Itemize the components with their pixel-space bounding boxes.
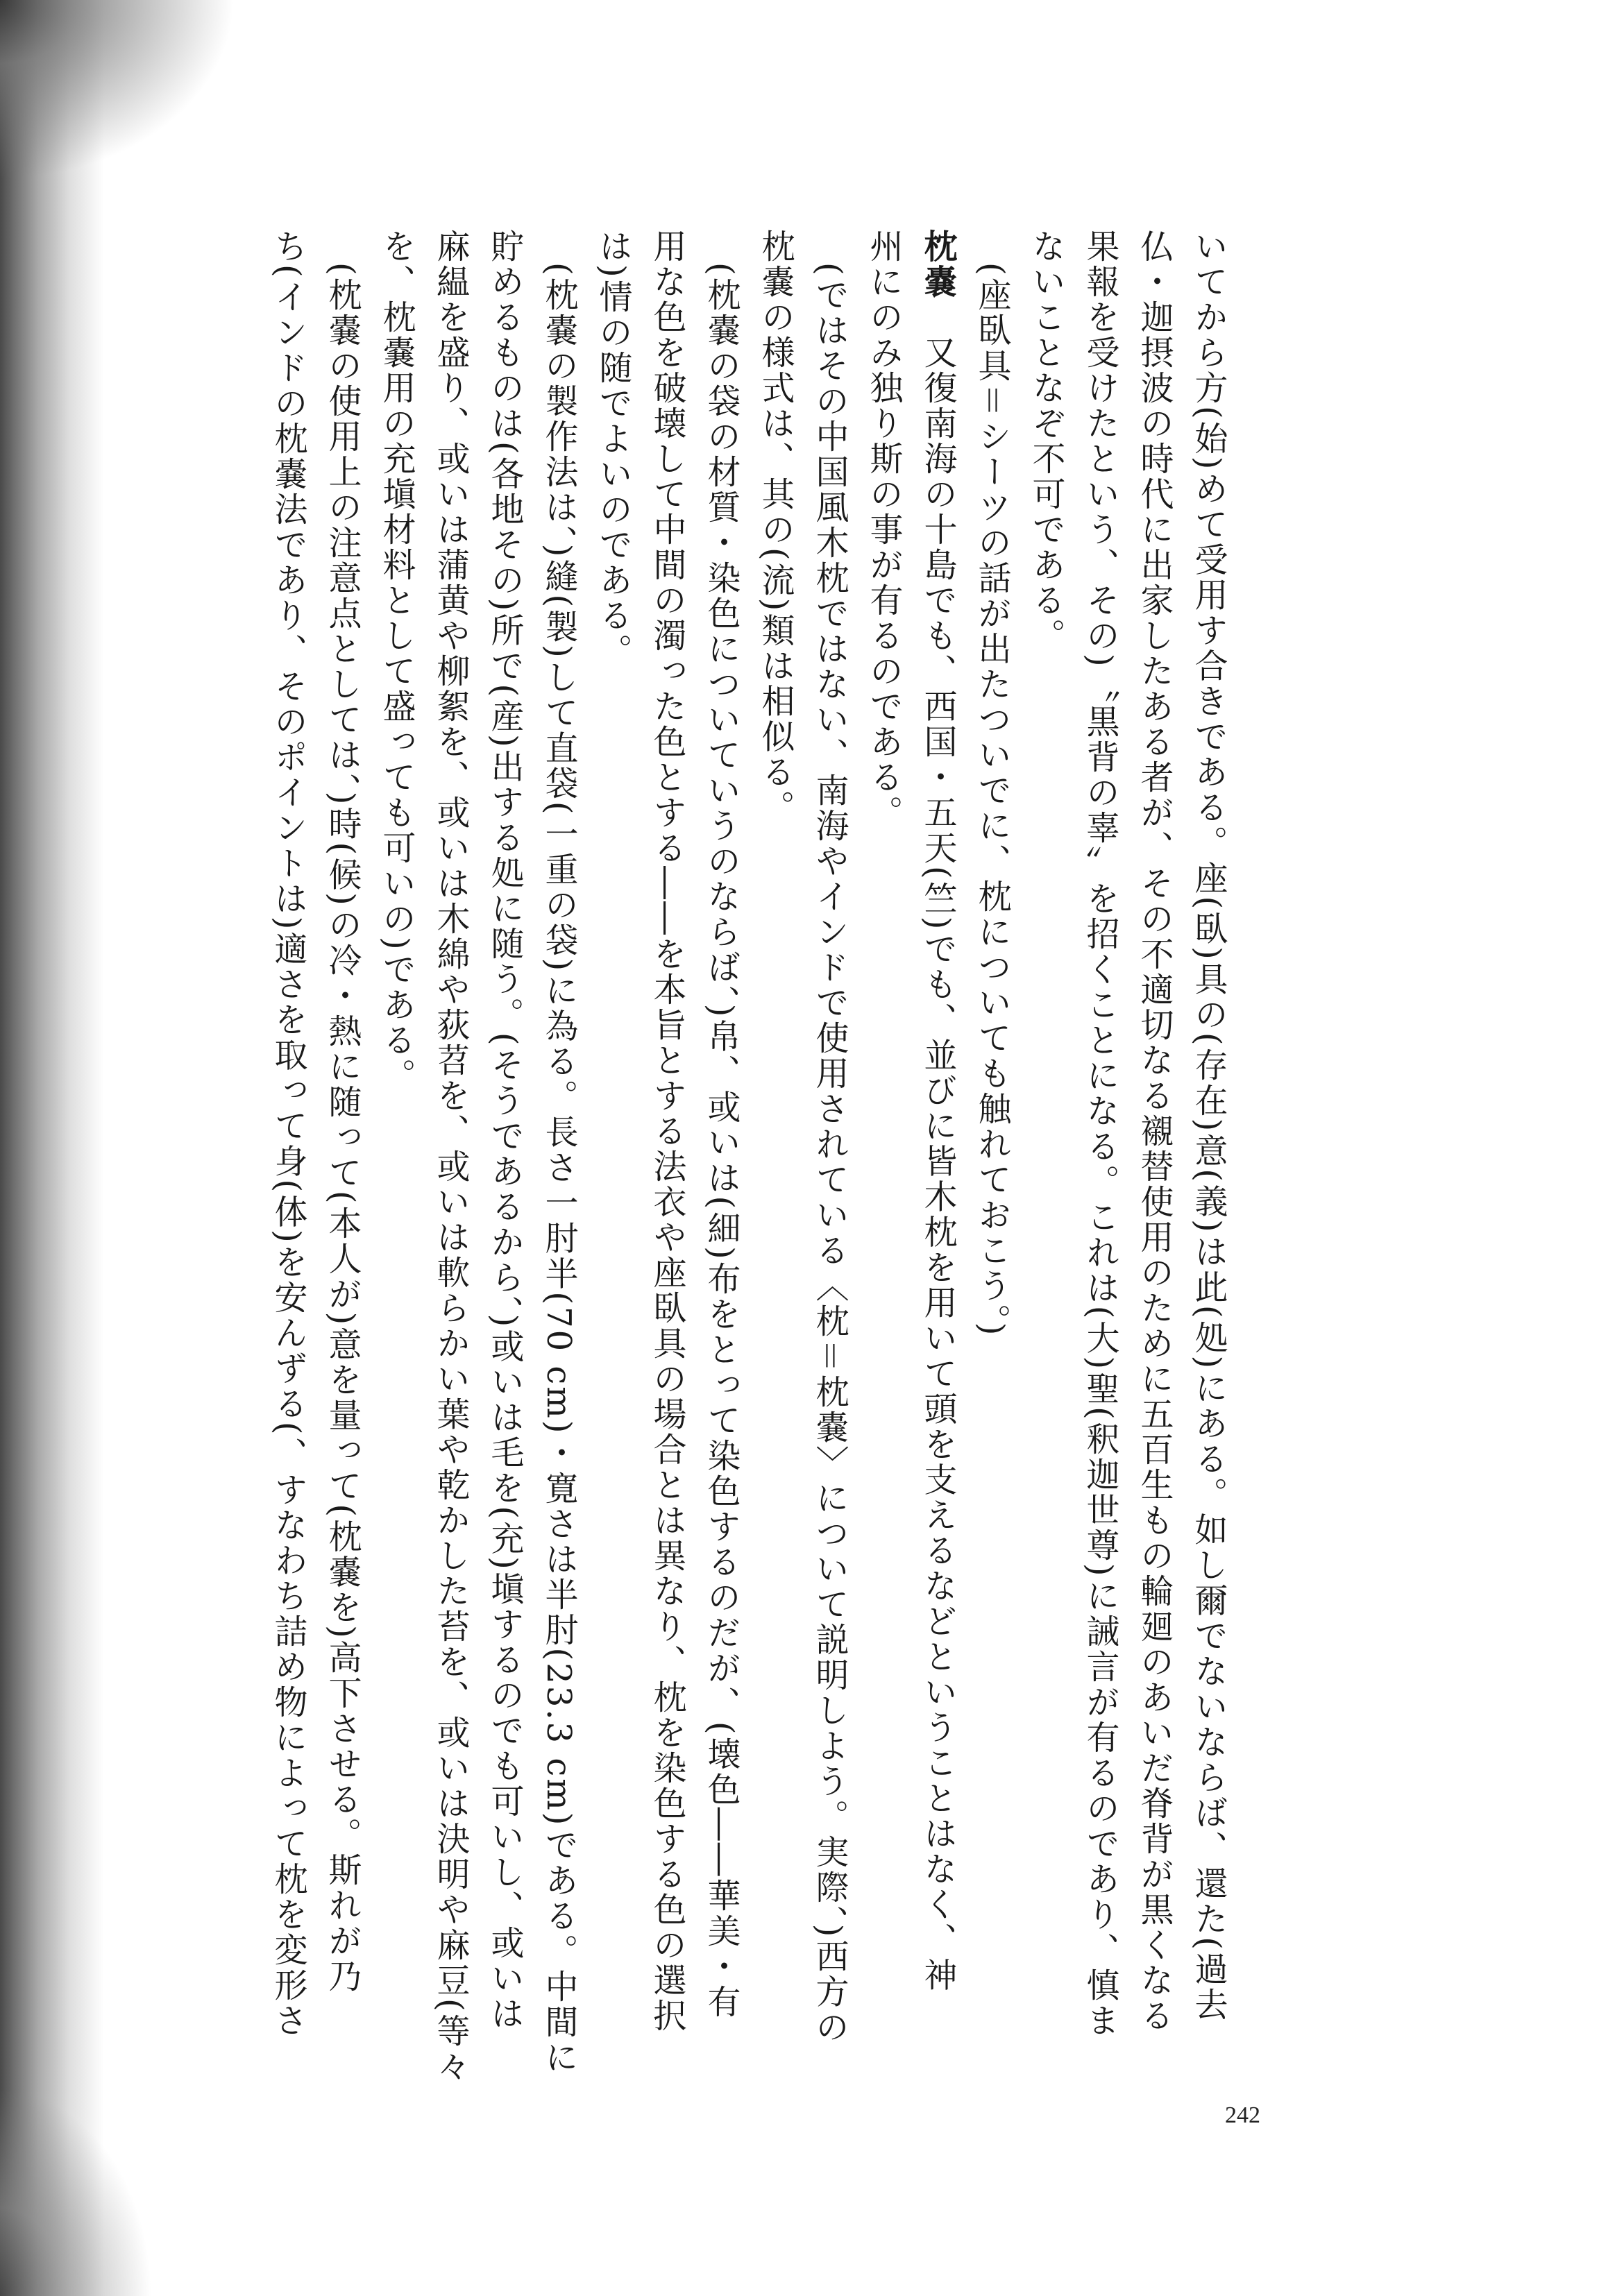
text-column-6 — [911, 229, 965, 2005]
text-column-5: (座臥具＝シーツの話が出たついでに、枕についても触れておこう。) — [972, 262, 1011, 1338]
text-column-4: ないことなぞ不可である。 — [1026, 229, 1065, 654]
text-column-14: 貯めるものは(各地その)所で(産)出する処に随う。(そうであるから、)或いは毛を(充)塡するのでも可いし、或いは — [485, 229, 524, 2032]
text-column-2: 仏・迦摂波の時代に出家したある者が、その不適切なる襯替使用のために五百生もの輪廻のあいだ脊背が黒くなる — [1135, 229, 1174, 2034]
text-column-3: 果報を受けたという、その)〝黒背の辜〟を招くことになる。これは(大)聖(釈迦世尊)に誡言が有るのであり、慎ま — [1081, 229, 1119, 2039]
scan-edge-shadow — [0, 0, 104, 2296]
text-column-8: (ではその中国風木枕ではない、南海やインドで使用されている〈枕＝枕嚢〉について説明しよう。実際、)西方の — [810, 262, 849, 2046]
text-column-11: 用な色を破壊して中間の濁った色とする――を本旨とする法衣や座臥具の場合とは異なり、枕を染色する色の選択 — [648, 229, 686, 2034]
text-column-17: (枕嚢の使用上の注意点としては、)時(候)の冷・熱に随って(本人が)意を量って(枕嚢を)高下させる。斯れが乃 — [323, 262, 362, 1994]
section-heading: 枕嚢 — [918, 229, 957, 300]
section-heading-text: 又復南海の十島でも、西国・五天(竺)でも、並びに皆木枕を用いて頭を支えるなどということはなく、神 — [918, 335, 957, 1993]
text-column-9: 枕嚢の様式は、其の(流)類は相似る。 — [756, 229, 795, 826]
text-column-1: いてから方(始)めて受用す合きである。座(臥)具の(存在)意(義)は此(処)にある。如し爾でないならば、還た(過去 — [1189, 229, 1228, 2023]
text-column-10: (枕嚢の袋の材質・染色についていうのならば、)帛、或いは(細)布をとって染色するのだが、(壊色――華美・有 — [702, 262, 741, 2020]
text-column-16: を、枕嚢用の充塡材料として盛っても可いの)である。 — [377, 229, 416, 1094]
text-column-12: は)情の随でよいのである。 — [593, 229, 632, 669]
text-column-13: (枕嚢の製作法は、)縫(製)して直袋(一重の袋)に為る。長さ一肘半(70 cm)・寛さは半肘(23.3 cm)である。中間に — [539, 262, 578, 2075]
text-column-18: ち(インドの枕嚢法であり、そのポイントは)適さを取って身(体)を安んずる(、すなわち詰め物によって枕を変形さ — [269, 229, 307, 2039]
text-column-15: 麻緼を盛り、或いは蒲黄や柳絮を、或いは木綿や荻苕を、或いは軟らかい葉や乾かした苔を、或いは決明や麻豆(等々 — [431, 229, 470, 2084]
scan-corner-shadow-top — [0, 0, 236, 180]
vertical-text-body — [261, 229, 1235, 2084]
scan-corner-shadow-bottom — [0, 2088, 153, 2296]
text-column-7: 州にのみ独り斯の事が有るのである。 — [864, 229, 903, 831]
page-number: 242 — [1225, 2102, 1260, 2128]
